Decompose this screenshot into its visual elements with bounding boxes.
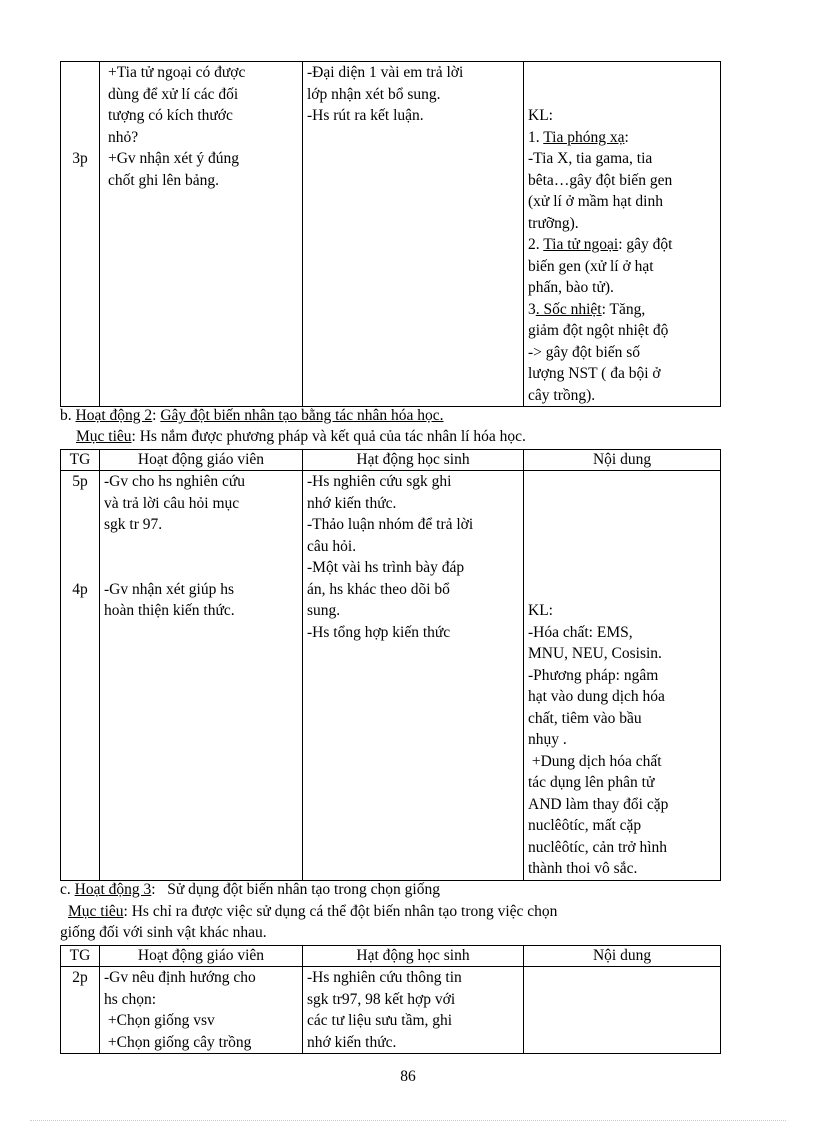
table-row	[61, 967, 721, 1054]
student-line: -Một vài hs trình bày đáp	[307, 559, 465, 576]
teacher-line: -Gv nêu định hướng cho	[104, 969, 256, 986]
content-line: trưỡng).	[528, 214, 579, 232]
teacher-line: +Chọn giống cây trồng	[104, 1033, 252, 1051]
header-teacher: Hoạt động giáo viên	[100, 946, 303, 967]
student-line: lớp nhận xét bổ sung.	[307, 85, 441, 103]
section-c-heading	[60, 880, 440, 900]
item-title: Tia phóng xạ	[543, 128, 625, 146]
item-number: 2.	[528, 236, 544, 253]
student-line: -Thảo luận nhóm để trả lời	[307, 516, 474, 533]
content-line: -> gây đột biến số	[528, 343, 641, 361]
content-heading-3	[528, 299, 716, 321]
item-number: 3	[528, 300, 536, 318]
time-value: 2p	[72, 969, 88, 986]
teacher-line: -Gv cho hs nghiên cứu	[104, 473, 245, 490]
content-line: phấn, bào tử).	[528, 279, 614, 296]
content-cell	[524, 471, 721, 881]
student-line: -Hs rút ra kết luận.	[307, 107, 424, 124]
student-line: các tư liệu sưu tầm, ghi	[307, 1012, 453, 1029]
section-title: Hoạt động 2	[75, 407, 153, 424]
content-line: nuclêôtíc, mất cặp	[528, 817, 642, 834]
conclusion-label: KL:	[528, 602, 553, 619]
goal-text: : Hs nắm được phương pháp và kết quả của tác nhân lí hóa học.	[131, 428, 526, 445]
teacher-line: hs chọn:	[104, 990, 157, 1008]
header-student: Hạt động học sinh	[303, 450, 524, 471]
content-heading-2	[528, 234, 716, 256]
goal-label: Mục tiêu	[76, 428, 132, 445]
item-title: Tia tử ngoại	[543, 236, 619, 253]
content-line: tác dụng lên phân tử	[528, 774, 655, 791]
header-content: Nội dung	[524, 450, 721, 471]
teacher-activity-cell	[100, 471, 303, 881]
student-line: sung.	[307, 602, 341, 619]
teacher-line: +Chọn giống vsv	[104, 1012, 215, 1029]
section-subtitle: Gây đột biến nhân tạo bằng tác nhân hóa học.	[160, 407, 444, 424]
student-line: -Hs tổng hợp kiến thức	[307, 623, 451, 641]
section-prefix: c.	[60, 881, 75, 898]
content-line: -Tia X, tia gama, tia	[528, 150, 653, 167]
goal-text-continued: giống đối với sinh vật khác nhau.	[60, 924, 267, 941]
header-student: Hạt động học sinh	[303, 946, 524, 967]
student-line: nhớ kiến thức.	[307, 494, 397, 512]
header-teacher: Hoạt động giáo viên	[100, 450, 303, 471]
student-line: -Hs nghiên cứu sgk ghi	[307, 473, 452, 490]
time-value: 5p	[72, 473, 88, 490]
content-line: +Dung dịch hóa chất	[528, 752, 662, 770]
teacher-line: +Tia tử ngoại có được	[108, 64, 246, 81]
content-line: biến gen (xử lí ở hạt	[528, 257, 654, 275]
item-rest: : gây đột	[618, 236, 673, 253]
table-activity-3	[60, 945, 721, 1054]
teacher-activity-cell	[100, 62, 303, 407]
item-colon: :	[624, 128, 629, 146]
student-line: -Hs nghiên cứu thông tin	[307, 969, 462, 986]
student-line: sgk tr97, 98 kết hợp với	[307, 990, 456, 1008]
table-activity-2	[60, 449, 721, 881]
content-cell	[524, 967, 721, 1054]
section-c-goal-cont	[60, 923, 267, 943]
table-row	[61, 471, 721, 881]
conclusion-label: KL:	[528, 107, 553, 124]
teacher-activity-cell	[100, 967, 303, 1054]
item-number: 1.	[528, 128, 544, 146]
content-line: AND làm thay đổi cặp	[528, 795, 669, 813]
content-line: giảm đột ngột nhiệt độ	[528, 322, 669, 339]
student-line: án, hs khác theo dõi bổ	[307, 580, 450, 598]
section-prefix: b.	[60, 407, 76, 424]
content-line: nhụy .	[528, 731, 567, 748]
goal-text: : Hs chỉ ra được việc sử dụng cá thể đột biến nhân tạo trong việc chọn	[123, 903, 558, 920]
goal-label: Mục tiêu	[68, 903, 124, 920]
time-value: 3p	[72, 150, 88, 167]
table-row	[61, 62, 721, 407]
content-line: nuclêôtíc, cản trở hình	[528, 838, 668, 856]
teacher-line: hoàn thiện kiến thức.	[104, 602, 235, 619]
header-time: TG	[61, 946, 100, 967]
header-content: Nội dung	[524, 946, 721, 967]
teacher-line: +Gv nhận xét ý đúng	[108, 150, 240, 167]
table-activity-1	[60, 61, 721, 407]
item-rest: : Tăng,	[601, 300, 646, 318]
teacher-line: sgk tr 97.	[104, 516, 163, 533]
item-title: . Sốc nhiệt	[535, 300, 602, 318]
table-header-row	[61, 946, 721, 967]
section-title: Hoạt động 3	[74, 881, 152, 898]
page-number: 86	[400, 1068, 416, 1085]
time-cell	[61, 471, 100, 881]
content-line: thành thoi vô sắc.	[528, 860, 638, 877]
teacher-line: -Gv nhận xét giúp hs	[104, 580, 235, 598]
teacher-line: tượng có kích thước	[108, 107, 233, 124]
student-line: -Đại diện 1 vài em trả lời	[307, 64, 464, 81]
student-activity-cell	[303, 62, 524, 407]
section-colon: :	[151, 881, 168, 898]
section-subtitle: Sử dụng đột biến nhân tạo trong chọn giống	[167, 881, 440, 898]
teacher-line: và trả lời câu hỏi mục	[104, 494, 240, 512]
teacher-line: nhỏ?	[108, 128, 139, 146]
table-header-row	[61, 450, 721, 471]
student-line: câu hỏi.	[307, 537, 357, 555]
content-line: -Phương pháp: ngâm	[528, 666, 659, 684]
content-heading-1	[528, 127, 716, 149]
content-line: bêta…gây đột biến gen	[528, 171, 673, 189]
content-line: cây trồng).	[528, 386, 596, 404]
section-b-heading	[60, 406, 444, 426]
section-b-goal	[76, 427, 526, 447]
header-time: TG	[61, 450, 100, 471]
time-cell	[61, 967, 100, 1054]
content-line: -Hóa chất: EMS,	[528, 623, 633, 641]
time-cell	[61, 62, 100, 407]
time-value: 4p	[72, 580, 88, 598]
student-activity-cell	[303, 967, 524, 1054]
teacher-line: dùng để xử lí các đối	[108, 85, 239, 103]
footer-divider	[30, 1120, 786, 1121]
content-line: chất, tiêm vào bầu	[528, 709, 642, 727]
content-line: hạt vào dung dịch hóa	[528, 688, 665, 705]
student-activity-cell	[303, 471, 524, 881]
section-colon: :	[152, 407, 161, 424]
content-line: (xử lí ở mầm hạt dinh	[528, 193, 663, 210]
content-line: lượng NST ( đa bội ở	[528, 365, 661, 382]
content-line: MNU, NEU, Cosisin.	[528, 645, 662, 662]
student-line: nhớ kiến thức.	[307, 1033, 397, 1051]
content-cell	[524, 62, 721, 407]
teacher-line: chốt ghi lên bảng.	[108, 171, 220, 189]
section-c-goal	[68, 902, 557, 922]
